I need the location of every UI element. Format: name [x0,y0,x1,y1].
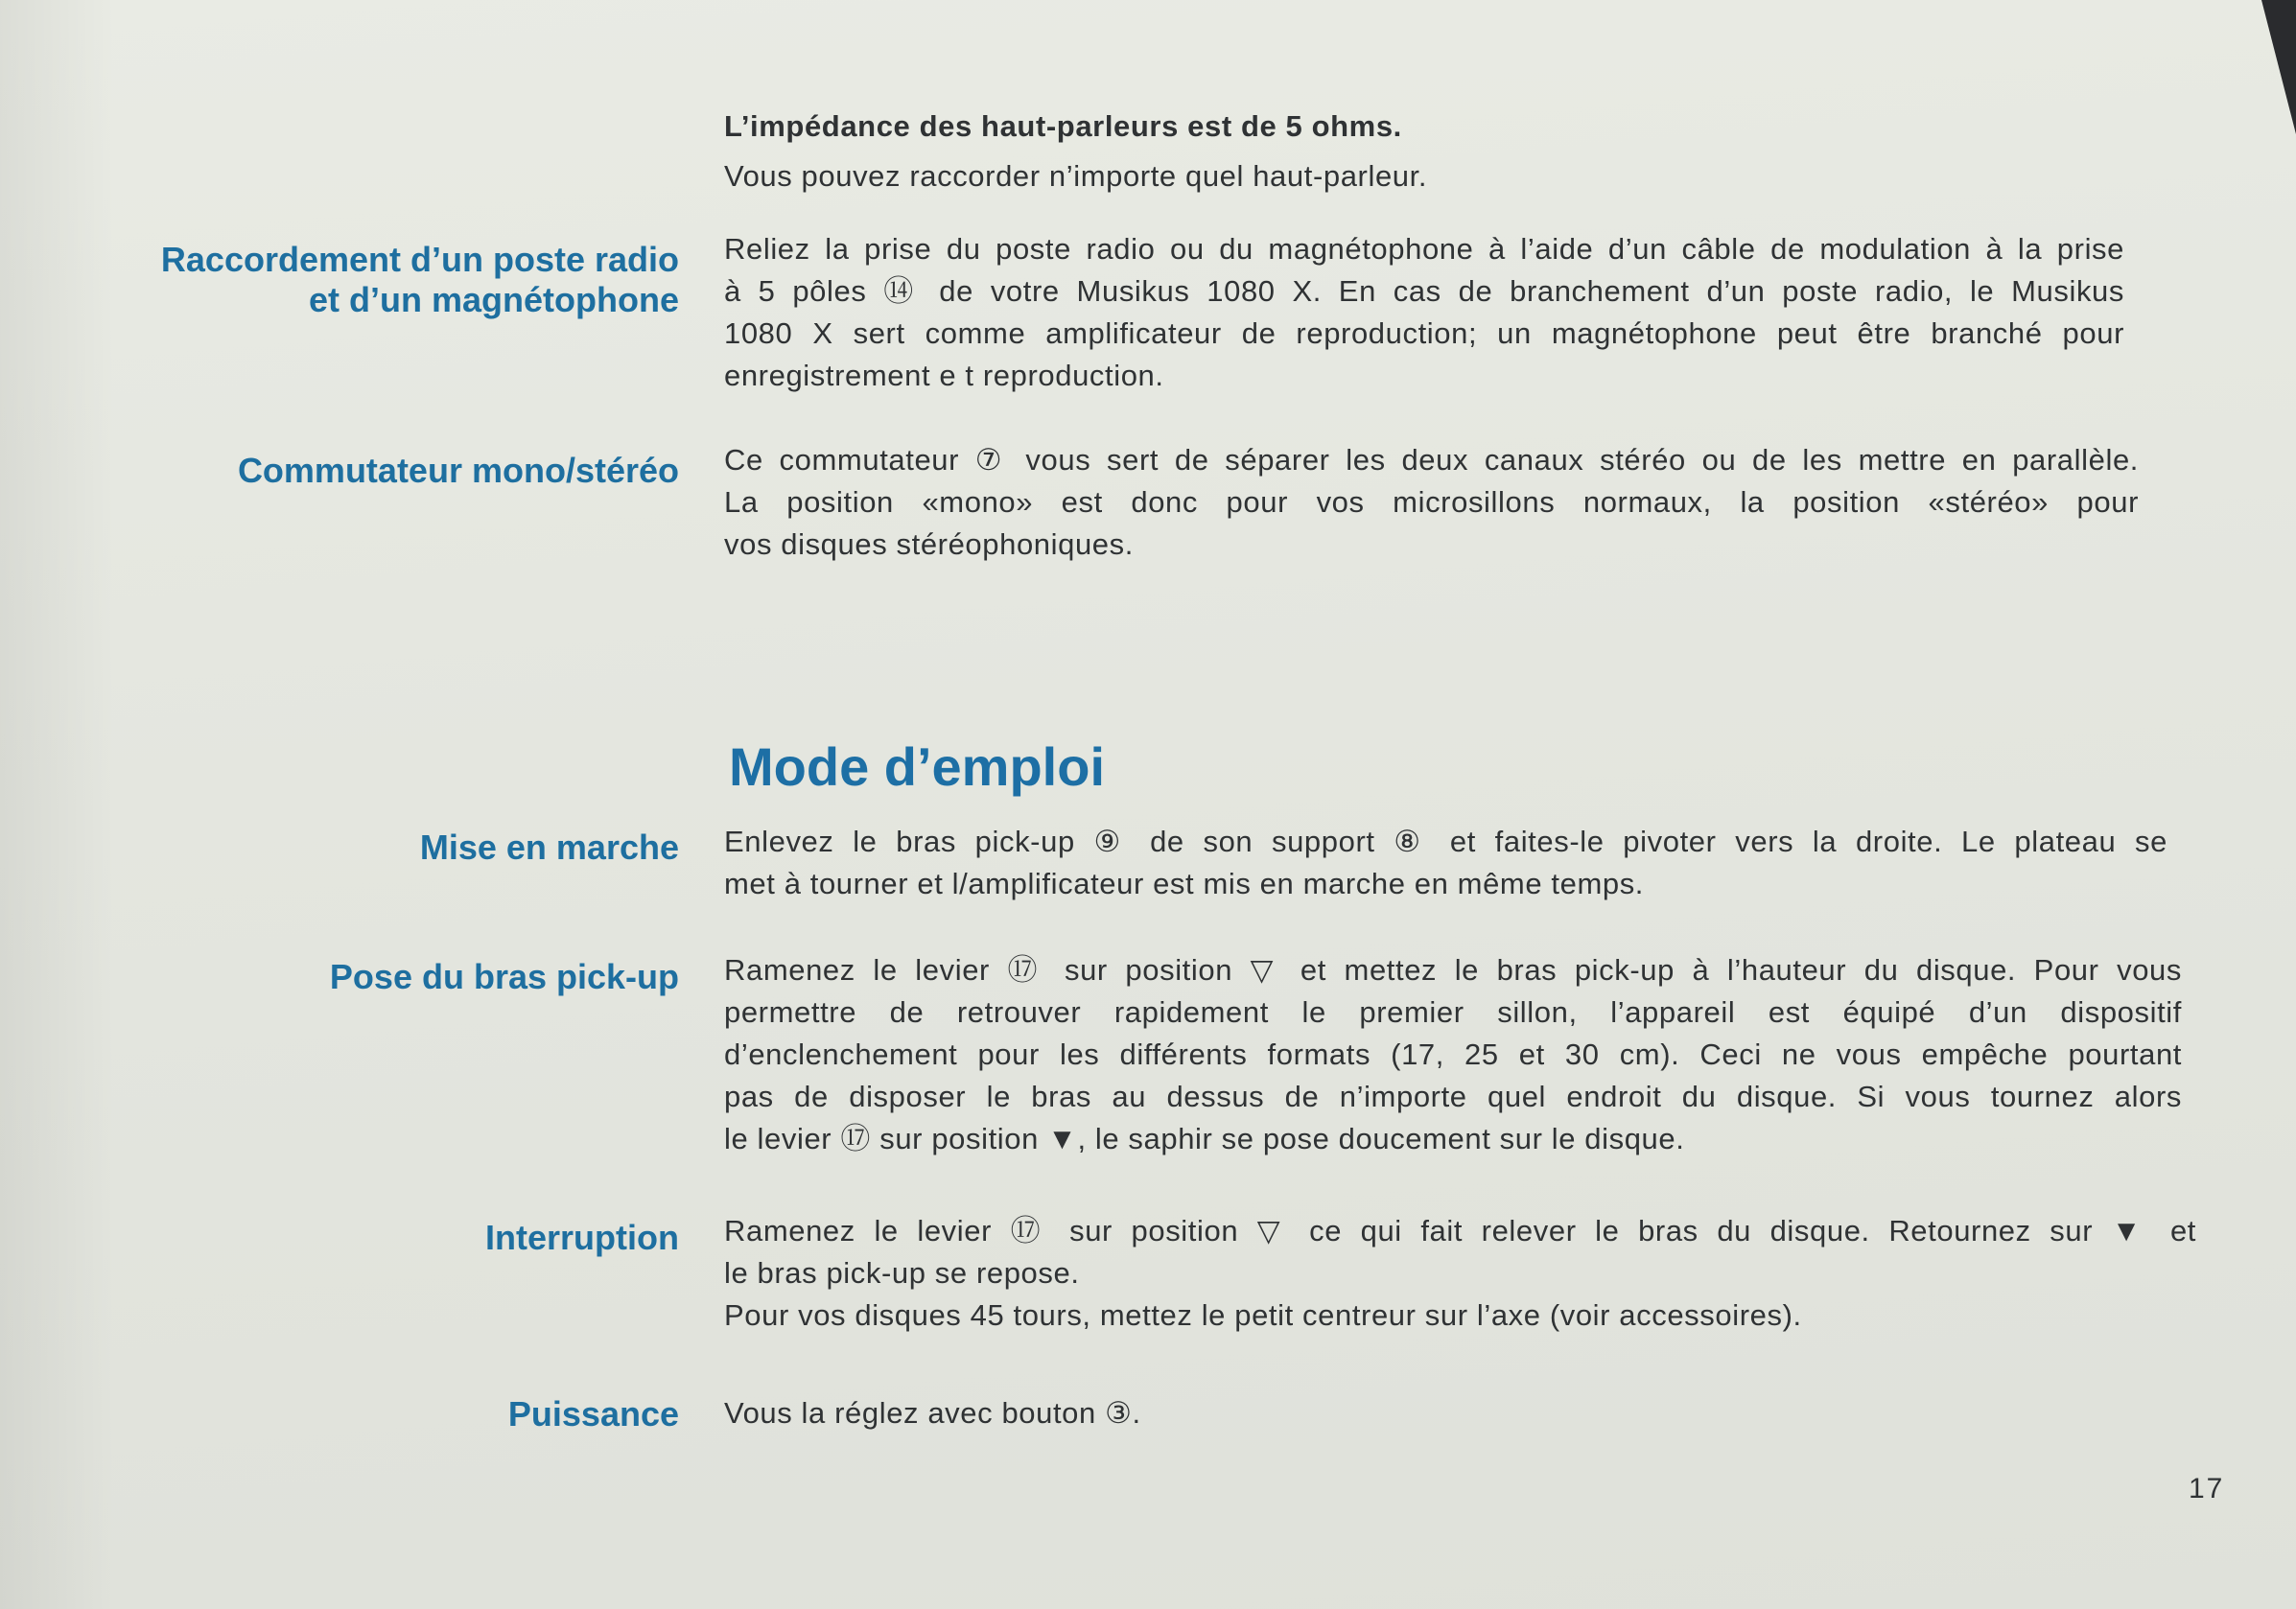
label-pose-du-bras [330,957,679,997]
pose-line-5: le levier ⑰ sur position ▼, le saphir se pose doucement sur le disque. [724,1122,1685,1155]
commutateur-line-2: La position «mono» est donc pour vos microsillons normaux, la position «stéréo» pour [724,485,2139,519]
page-shadow [0,0,115,1609]
commutateur-line-1: Ce commutateur ⑦ vous sert de séparer les deux canaux stéréo ou de les mettre en parallèle. [724,443,2139,477]
pose-line-2: permettre de retrouver rapidement le premier sillon, l’appareil est équipé d’un dispositif [724,995,2182,1029]
page-corner-background [2261,0,2296,134]
label-puissance [508,1394,679,1434]
puissance-line-1: Vous la réglez avec bouton ③. [724,1396,1141,1430]
paragraph-commutateur [724,439,2139,566]
label-raccordement-line-2: et d’un magnétophone [309,280,679,319]
label-raccordement-line-1: Raccordement d’un poste radio [160,240,679,279]
commutateur-line-3: vos disques stéréophoniques. [724,527,1134,561]
section-heading: Mode d’emploi [729,736,1105,797]
label-commutateur-text: Commutateur mono/stéréo [237,451,679,490]
label-mise-en-marche [420,828,679,868]
label-interruption-text: Interruption [485,1218,679,1257]
impedance-paragraph [724,105,2163,198]
interruption-line-1: Ramenez le levier ⑰ sur position ▽ ce qui fait relever le bras du disque. Retournez sur ▼ et [724,1214,2196,1248]
impedance-line-1: L’impédance des haut-parleurs est de 5 ohms. [724,109,1402,143]
paragraph-interruption [724,1210,2196,1337]
impedance-line-2: Vous pouvez raccorder n’importe quel haut-parleur. [724,159,1428,193]
pose-line-1: Ramenez le levier ⑰ sur position ▽ et mettez le bras pick-up à l’hauteur du disque. Pour vous [724,953,2182,987]
label-commutateur [238,451,679,491]
mise-en-marche-line-1: Enlevez le bras pick-up ⑨ de son support ⑧ et faites-le pivoter vers la droite. Le plateau se [724,825,2167,858]
label-mise-en-marche-text: Mise en marche [419,828,679,867]
interruption-line-2: le bras pick-up se repose. [724,1256,1080,1290]
mise-en-marche-line-2: met à tourner et l/amplificateur est mis en marche en même temps. [724,867,1645,900]
label-interruption [485,1218,679,1258]
paragraph-pose-du-bras [724,949,2182,1160]
label-raccordement [161,240,679,320]
raccordement-line-2: à 5 pôles ⑭ de votre Musikus 1080 X. En cas de branchement d’un poste radio, le Musikus [724,274,2124,308]
interruption-line-3: Pour vos disques 45 tours, mettez le petit centreur sur l’axe (voir accessoires). [724,1298,1802,1332]
raccordement-line-4: enregistrement e t reproduction. [724,359,1164,392]
pose-line-3: d’enclenchement pour les différents formats (17, 25 et 30 cm). Ceci ne vous empêche pourtant [724,1038,2182,1071]
label-pose-du-bras-text: Pose du bras pick-up [329,957,679,996]
raccordement-line-1: Reliez la prise du poste radio ou du magnétophone à l’aide d’un câble de modulation à la prise [724,232,2124,266]
page-number: 17 [2189,1473,2225,1504]
paragraph-mise-en-marche [724,821,2167,905]
raccordement-line-3: 1080 X sert comme amplificateur de reproduction; un magnétophone peut être branché pour [724,316,2124,350]
paragraph-raccordement [724,228,2124,397]
pose-line-4: pas de disposer le bras au dessus de n’importe quel endroit du disque. Si vous tournez alors [724,1080,2182,1113]
paragraph-puissance [724,1392,2163,1434]
label-puissance-text: Puissance [507,1394,679,1434]
